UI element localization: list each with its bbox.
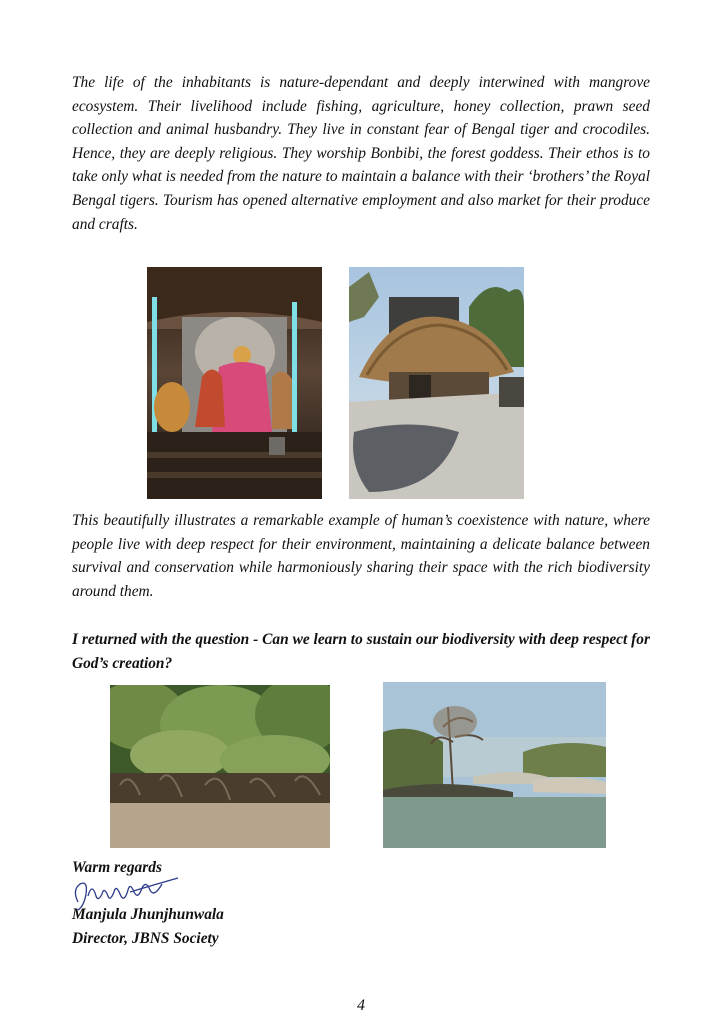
paragraph-coexistence: This beautifully illustrates a remarkable example of human’s coexistence with nature, where people live with deep respect for their environment, maintaining a delicate balance between survival and conservation while harmoniously sharing their space with the rich biodiversity around them. (72, 512, 650, 600)
bonbibi-shrine-photo (147, 267, 322, 499)
paragraph-inhabitants: The life of the inhabitants is nature-dependant and deeply interwined with mangrove ecosystem. Their livelihood include fishing, agriculture, honey collection, prawn seed collection and animal husbandry. They live in constant fear of Bengal tiger and crocodiles. Hence, they are deeply religious. They worship Bonbibi, the forest goddess. Their ethos is to take only what is needed from the nature to maintain a balance with their ‘brothers’ the Royal Bengal tigers. Tourism has opened alternative employment and also market for their produce and crafts. (72, 74, 650, 233)
page-number: 4 (357, 997, 365, 1014)
closing-salutation: Warm regards (72, 859, 162, 876)
mangrove-river-photo (383, 682, 606, 848)
signatory-name: Manjula Jhunjhunwala (72, 906, 224, 923)
paragraph-question: I returned with the question - Can we learn to sustain our biodiversity with deep respect for God’s creation? (72, 631, 650, 672)
thatched-hut-photo (349, 267, 524, 499)
signatory-title: Director, JBNS Society (72, 930, 219, 947)
mangrove-bank-photo (110, 685, 330, 848)
